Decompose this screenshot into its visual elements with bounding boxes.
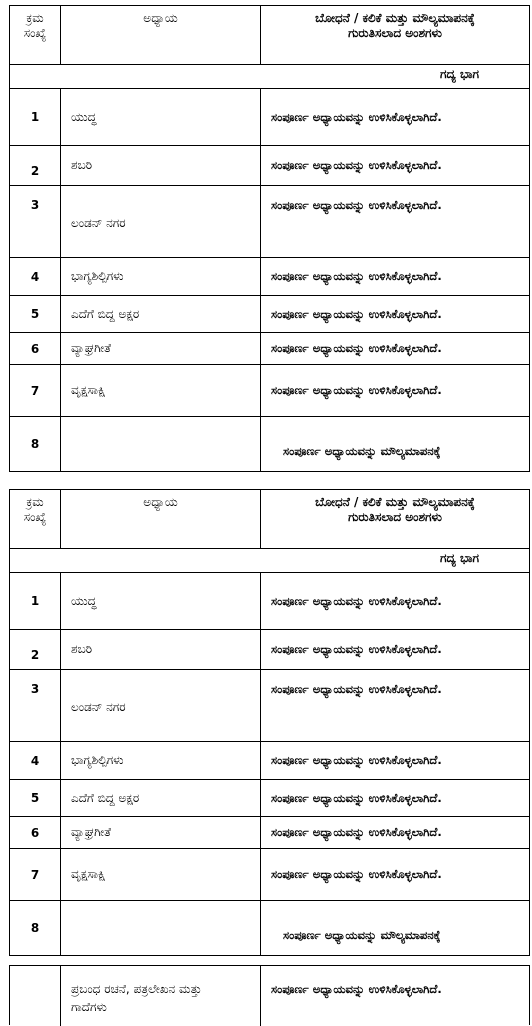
table-row bbox=[10, 416, 529, 471]
row-number bbox=[10, 296, 61, 332]
row-number-text: 1 bbox=[30, 594, 40, 608]
extra-table bbox=[9, 965, 530, 1025]
header-serial-line1: ಕ್ರಮ bbox=[26, 495, 44, 509]
section-label: ಗದ್ಯ ಭಾಗ bbox=[439, 67, 479, 81]
row-description: ಸಂಪೂರ್ಣ ಅಧ್ಯಾಯವನ್ನು ಉಳಿಸಿಕೊಳ್ಳಲಾಗಿದೆ. bbox=[271, 198, 442, 212]
row-title: ವ್ಯಾಘ್ರಗೀತೆ bbox=[61, 817, 261, 848]
row-number bbox=[10, 742, 61, 779]
row-description: ಸಂಪೂರ್ಣ ಅಧ್ಯಾಯವನ್ನು ಮೌಲ್ಯಮಾಪನಕ್ಕೆ bbox=[283, 444, 441, 458]
table-header bbox=[10, 490, 529, 548]
row-number-text: 2 bbox=[30, 163, 40, 178]
header-description-line2: ಗುರುತಿಸಲಾದ ಅಂಶಗಳು bbox=[348, 510, 442, 524]
row-number-text: 5 bbox=[30, 307, 40, 321]
row-number bbox=[10, 573, 61, 629]
row-number: 3 bbox=[10, 670, 61, 741]
row-description: ಸಂಪೂರ್ಣ ಅಧ್ಯಾಯವನ್ನು ಉಳಿಸಿಕೊಳ್ಳಲಾಗಿದೆ. bbox=[271, 341, 442, 355]
row-number-text: 6 bbox=[30, 341, 40, 356]
table-row bbox=[10, 572, 529, 629]
table-row bbox=[10, 364, 529, 416]
header-serial bbox=[10, 6, 61, 64]
row-number bbox=[10, 333, 61, 364]
row-title-line2: ಗಾದೆಗಳು bbox=[71, 1000, 107, 1014]
row-description: ಸಂಪೂರ್ಣ ಅಧ್ಯಾಯವನ್ನು ಉಳಿಸಿಕೊಳ್ಳಲಾಗಿದೆ. bbox=[271, 642, 442, 656]
row-number bbox=[10, 146, 61, 185]
table-row bbox=[10, 816, 529, 848]
row-title: ಭಾಗ್ಯಶಿಲ್ಪಿಗಳು bbox=[61, 258, 261, 295]
row-description: ಸಂಪೂರ್ಣ ಅಧ್ಯಾಯವನ್ನು ಉಳಿಸಿಕೊಳ್ಳಲಾಗಿದೆ. bbox=[271, 158, 442, 172]
row-number-text: 1 bbox=[30, 110, 40, 124]
row-title: ಶಬರಿ bbox=[61, 146, 261, 185]
table-row bbox=[10, 257, 529, 295]
row-description: ಸಂಪೂರ್ಣ ಅಧ್ಯಾಯವನ್ನು ಉಳಿಸಿಕೊಳ್ಳಲಾಗಿದೆ. bbox=[271, 867, 442, 881]
row-description: ಸಂಪೂರ್ಣ ಅಧ್ಯಾಯವನ್ನು ಉಳಿಸಿಕೊಳ್ಳಲಾಗಿದೆ. bbox=[271, 593, 442, 608]
row-description: ಸಂಪೂರ್ಣ ಅಧ್ಯಾಯವನ್ನು ಉಳಿಸಿಕೊಳ್ಳಲಾಗಿದೆ. bbox=[271, 982, 442, 996]
table-row bbox=[10, 295, 529, 332]
row-title bbox=[61, 417, 261, 471]
row-number-text: 4 bbox=[30, 753, 40, 768]
section-row bbox=[10, 64, 529, 88]
row-title: ಯುದ್ಧ bbox=[61, 89, 261, 145]
row-number-text: 7 bbox=[30, 383, 40, 398]
row-title: ಯುದ್ಧ bbox=[61, 573, 261, 629]
row-number bbox=[10, 817, 61, 848]
header-chapter: ಅಧ್ಯಾಯ bbox=[61, 490, 261, 548]
header-chapter: ಅಧ್ಯಾಯ bbox=[61, 6, 261, 64]
row-number bbox=[10, 966, 61, 1026]
table-header bbox=[10, 6, 529, 64]
table-row bbox=[10, 145, 529, 185]
table-row bbox=[10, 848, 529, 900]
row-number bbox=[10, 365, 61, 416]
section-label: ಗದ್ಯ ಭಾಗ bbox=[439, 551, 479, 565]
row-title: ಲಂಡನ್ ನಗರ bbox=[61, 670, 261, 741]
row-number-text: 8 bbox=[30, 437, 40, 451]
header-serial-line2: ಸಂಖ್ಯೆ bbox=[23, 26, 47, 40]
row-description: ಸಂಪೂರ್ಣ ಅಧ್ಯಾಯವನ್ನು ಉಳಿಸಿಕೊಳ್ಳಲಾಗಿದೆ. bbox=[271, 825, 442, 839]
row-number-text: 4 bbox=[30, 269, 40, 284]
row-number-text: 7 bbox=[30, 867, 40, 882]
row-title: ಭಾಗ್ಯಶಿಲ್ಪಿಗಳು bbox=[61, 742, 261, 779]
row-number bbox=[10, 258, 61, 295]
header-description-line1: ಬೋಧನೆ / ಕಲಿಕೆ ಮತ್ತು ಮೌಲ್ಯಮಾಪನಕ್ಕೆ bbox=[315, 11, 475, 25]
row-number bbox=[10, 417, 61, 471]
row-description: ಸಂಪೂರ್ಣ ಅಧ್ಯಾಯವನ್ನು ಉಳಿಸಿಕೊಳ್ಳಲಾಗಿದೆ. bbox=[271, 269, 442, 283]
header-serial-line1: ಕ್ರಮ bbox=[26, 11, 44, 25]
table-row bbox=[10, 88, 529, 145]
header-serial bbox=[10, 490, 61, 548]
row-number-text: 2 bbox=[30, 647, 40, 662]
row-number bbox=[10, 630, 61, 669]
row-description: ಸಂಪೂರ್ಣ ಅಧ್ಯಾಯವನ್ನು ಉಳಿಸಿಕೊಳ್ಳಲಾಗಿದೆ. bbox=[271, 753, 442, 767]
row-title: ಎದೆಗೆ ಬಿದ್ದ ಅಕ್ಷರ bbox=[61, 296, 261, 332]
header-description bbox=[261, 6, 529, 64]
row-title bbox=[61, 966, 261, 1026]
row-number-text: 8 bbox=[30, 921, 40, 935]
row-number bbox=[10, 780, 61, 816]
header-description-line1: ಬೋಧನೆ / ಕಲಿಕೆ ಮತ್ತು ಮೌಲ್ಯಮಾಪನಕ್ಕೆ bbox=[315, 495, 475, 509]
row-title: ಎದೆಗೆ ಬಿದ್ದ ಅಕ್ಷರ bbox=[61, 780, 261, 816]
table-row bbox=[10, 966, 529, 1026]
table-row bbox=[10, 332, 529, 364]
row-number bbox=[10, 901, 61, 955]
syllabus-table-1 bbox=[9, 5, 530, 472]
section-row bbox=[10, 548, 529, 572]
table-row bbox=[10, 629, 529, 669]
table-row bbox=[10, 779, 529, 816]
row-number-text: 6 bbox=[30, 825, 40, 840]
row-description: ಸಂಪೂರ್ಣ ಅಧ್ಯಾಯವನ್ನು ಉಳಿಸಿಕೊಳ್ಳಲಾಗಿದೆ. bbox=[271, 306, 442, 321]
row-title-line1: ಪ್ರಬಂಧ ರಚನೆ, ಪತ್ರಲೇಖನ ಮತ್ತು bbox=[71, 982, 202, 996]
row-description: ಸಂಪೂರ್ಣ ಅಧ್ಯಾಯವನ್ನು ಉಳಿಸಿಕೊಳ್ಳಲಾಗಿದೆ. bbox=[271, 383, 442, 397]
row-description: ಸಂಪೂರ್ಣ ಅಧ್ಯಾಯವನ್ನು ಉಳಿಸಿಕೊಳ್ಳಲಾಗಿದೆ. bbox=[271, 682, 442, 696]
table-row bbox=[10, 669, 529, 741]
row-title: ವೃಕ್ಷಸಾಕ್ಷಿ bbox=[61, 849, 261, 900]
row-description: ಸಂಪೂರ್ಣ ಅಧ್ಯಾಯವನ್ನು ಮೌಲ್ಯಮಾಪನಕ್ಕೆ bbox=[283, 928, 441, 942]
row-title: ಶಬರಿ bbox=[61, 630, 261, 669]
row-description: ಸಂಪೂರ್ಣ ಅಧ್ಯಾಯವನ್ನು ಉಳಿಸಿಕೊಳ್ಳಲಾಗಿದೆ. bbox=[271, 790, 442, 805]
table-row bbox=[10, 185, 529, 257]
row-description: ಸಂಪೂರ್ಣ ಅಧ್ಯಾಯವನ್ನು ಉಳಿಸಿಕೊಳ್ಳಲಾಗಿದೆ. bbox=[271, 109, 442, 124]
row-title: ವ್ಯಾಘ್ರಗೀತೆ bbox=[61, 333, 261, 364]
row-title: ವೃಕ್ಷಸಾಕ್ಷಿ bbox=[61, 365, 261, 416]
header-description-line2: ಗುರುತಿಸಲಾದ ಅಂಶಗಳು bbox=[348, 26, 442, 40]
row-number bbox=[10, 849, 61, 900]
row-number: 3 bbox=[10, 186, 61, 257]
row-title: ಲಂಡನ್ ನಗರ bbox=[61, 186, 261, 257]
table-row bbox=[10, 900, 529, 955]
row-number bbox=[10, 89, 61, 145]
header-description bbox=[261, 490, 529, 548]
table-row bbox=[10, 741, 529, 779]
syllabus-table-2 bbox=[9, 489, 530, 956]
row-title bbox=[61, 901, 261, 955]
header-serial-line2: ಸಂಖ್ಯೆ bbox=[23, 510, 47, 524]
row-number-text: 5 bbox=[30, 791, 40, 805]
